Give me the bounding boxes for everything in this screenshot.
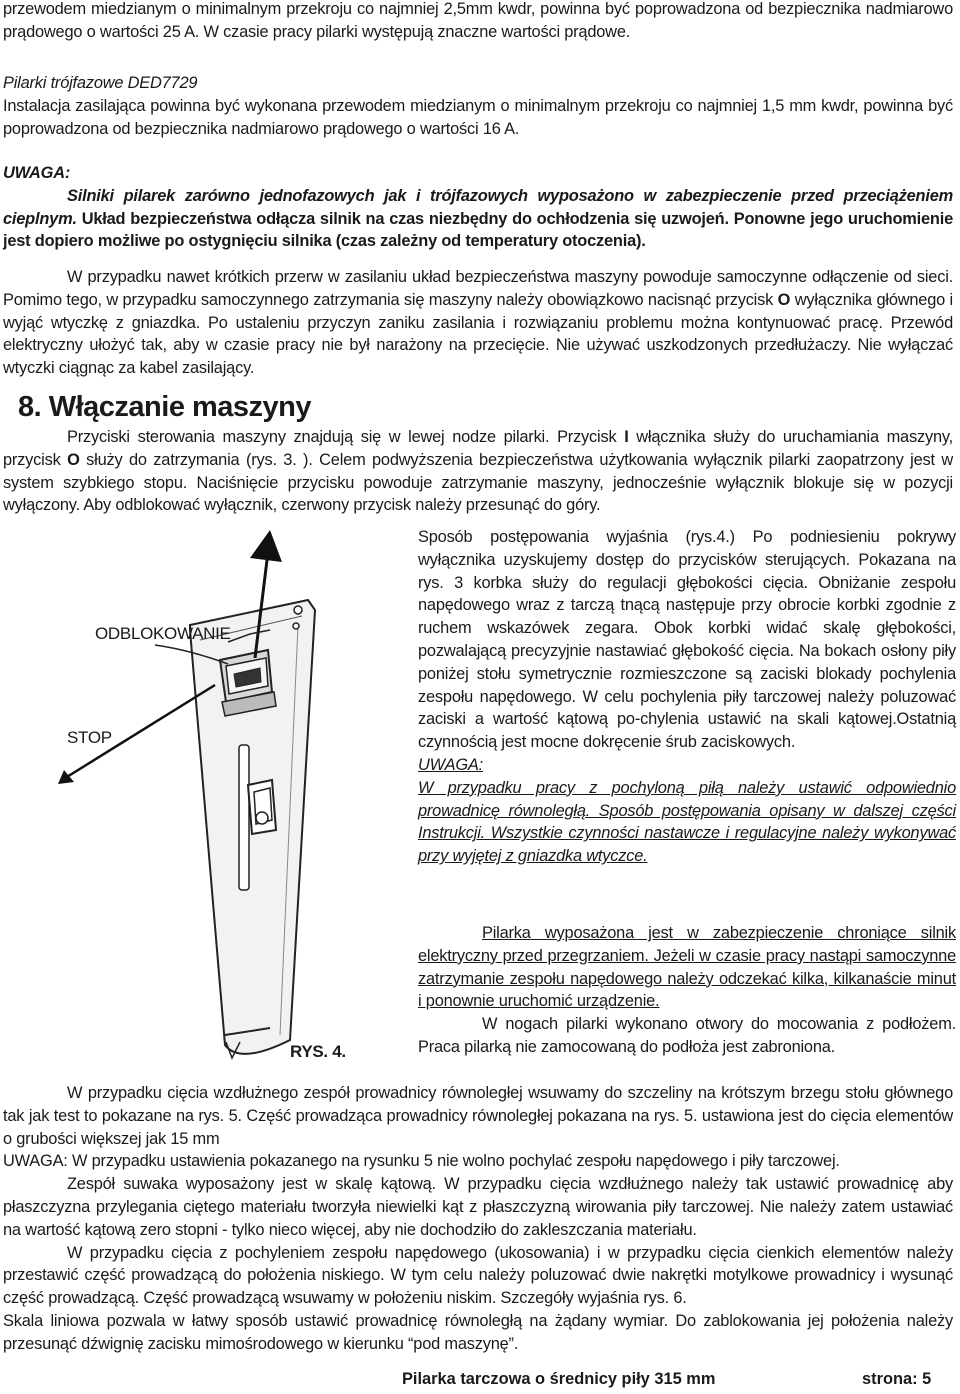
right-col-paragraph-1: Sposób postępowania wyjaśnia (rys.4.) Po podniesieniu pokrywy wyłącznika uzyskujemy dostęp do przycisków sterujących. Pokazana na rys. 3 korbka służy do regulacji głębokości cięcia. Obniżanie zespołu napędowego wraz z tarczą tnącą następuje przy obrocie korbki zgodnie z ruchem wskazówek zegara. Obok korbki widać skalę głębokości, pozwalającą precyzyjnie nastawiać głębokość cięcia. Na bokach osłony piły poniżej stołu symetrycznie rozmieszczone są zaciski blokady pochylenia zespołu napędowego. W celu pochylenia piły tarczowej należy poluzować zaciski a wartość kątową po-chylenia ustawić na skali kątowej.Ostatnią czynnością jest mocne dokręcenie śrub zaciskowych. bbox=[418, 528, 956, 752]
button-o-symbol: O bbox=[777, 290, 791, 309]
intro-paragraph bbox=[3, 0, 953, 44]
three-phase-heading: Pilarki trójfazowe DED7729 bbox=[3, 74, 198, 92]
section-8-title: 8. Włączanie maszyny bbox=[18, 391, 312, 423]
unlock-label: ODBLOKOWANIE bbox=[95, 624, 231, 643]
right-column bbox=[418, 526, 956, 868]
power-break-paragraph bbox=[3, 266, 953, 380]
right-col-paragraph-3: W nogach pilarki wykonano otwory do mocowania z podłożem. Praca pilarką nie zamocowaną do podłoża jest zabroniona. bbox=[418, 1015, 956, 1056]
right-column-lower bbox=[418, 922, 956, 1059]
footer-page-number: strona: 5 bbox=[862, 1370, 932, 1388]
bottom-paragraph-3: Zespół suwaka wyposażony jest w skalę kątową. W przypadku cięcia wzdłużnego należy tak ustawić prowadnicę aby płaszczyzna przylegania ciętego materiału tworzyła niewielki kąt z płaszczyzną wirowania piły tarczowej. Nie należy zatem ustawiać na wartość kątową zero stopni - tylko nieco więcej, aby nie dochodziło do zakleszczania materiału. bbox=[3, 1175, 953, 1239]
figure-rys-4 bbox=[40, 530, 410, 1070]
section8-text-a: Przyciski sterowania maszyny znajdują się w lewej nodze pilarki. Przycisk bbox=[67, 428, 625, 446]
section8-text-c: służy do zatrzymania (rys. 3. ). Celem podwyższenia bezpieczeństwa użytkowania wyłącznik pilarki zaopatrzony jest w system szybkiego stopu. Naciśnięcie przycisku powoduje zatrzymanie maszyny, jednocześnie wyłącznik blokuje się w pozycji wyłączony. Aby odblokować wyłącznik, czerwony przycisk należy przesunąć do góry. bbox=[3, 450, 954, 515]
bottom-paragraph-2: UWAGA: W przypadku ustawienia pokazanego na rysunku 5 nie wolno pochylać zespołu napędowego i piły tarczowej. bbox=[3, 1152, 840, 1171]
bottom-paragraph-5: Skala liniowa pozwala w łatwy sposób ustawić prowadnicę równoległą na żądany wymiar. Do zablokowania jej położenia należy przesunąć dźwignię zacisku mimośrodowego w kierunku “pod maszynę”. bbox=[3, 1311, 953, 1353]
right-col-paragraph-2: Pilarka wyposażona jest w zabezpieczenie chroniące silnik elektryczny przed przegrzaniem. Jeżeli w czasie pracy nastąpi samoczynne zatrzymanie zespołu napędowego należy odczekać kilka, kilkanaście minut i ponownie uruchomić urządzenie. bbox=[418, 924, 956, 1011]
bottom-paragraph-4: W przypadku cięcia z pochyleniem zespołu napędowego (ukosowania) i w przypadku cięcia cienkich elementów należy przestawić część prowadzącą do położenia niskiego. W tym celu należy poluzować dwie nakrętki motylkowe prowadnicy i wysunąć część prowadzącą. Część prowadzącą wsuwamy w położeniu niskim. Szczegóły wyjaśnia rys. 6. bbox=[3, 1243, 953, 1308]
stop-label: STOP bbox=[67, 728, 112, 747]
power-break-text-2: wyłącznika głównego i wyjąć wtyczkę z gniazdka. Po ustaleniu przyczyn zaniku zasilania i rozwiązaniu problemu można kontynuować pracę. Przewód elektryczny ułożyć tak, aby w czasie pracy nie był narażony na przecięcie. Nie używać uszkodzonych przedłużaczy. Nie wyłączać wtyczki ciągnąc za kabel zasilający. bbox=[3, 290, 953, 378]
bottom-paragraph-1: W przypadku cięcia wzdłużnego zespół prowadnicy równoległej wsuwamy do szczeliny na krótszym brzegu stołu głównego tak jak test to pokazane na rys. 5. Część prowadząca prowadnicy równoległej pokazana na rys. 5. ustawiona jest do cięcia elementów o grubości większej jak 15 mm bbox=[3, 1084, 953, 1148]
section-8-paragraph bbox=[3, 426, 953, 517]
three-phase-text: Instalacja zasilająca powinna być wykonana przewodem miedzianym o minimalnym przekroju co najmniej 1,5 mm kwdr, powinna być poprowadzona od bezpiecznika nadmiarowo prądowego o wartości 16 A. bbox=[3, 96, 953, 138]
right-col-warning-label: UWAGA: bbox=[418, 755, 483, 774]
figure-caption: RYS. 4. bbox=[290, 1042, 346, 1061]
bottom-section bbox=[3, 1082, 953, 1356]
button-i-symbol: I bbox=[624, 428, 629, 446]
footer-title: Pilarka tarczowa o średnicy piły 315 mm bbox=[402, 1370, 716, 1388]
warning-italic-text: Silniki pilarek zarówno jednofazowych jak i trójfazowych wyposażono w zabezpieczenie przed przeciążeniem cieplnym. bbox=[3, 186, 953, 228]
warning-section bbox=[3, 162, 953, 253]
right-col-warning-text: W przypadku pracy z pochyloną piłą należy ustawić odpowiednio prowadnicę równoległą. Sposób postępowania opisany w dalszej części Instrukcji. Wszystkie czynności nastawcze i regulacyjne należy wykonywać przy wyjętej z gniazdka wtyczce. bbox=[418, 778, 956, 866]
intro-text: przewodem miedzianym o minimalnym przekroju co najmniej 2,5mm kwdr, powinna być poprowadzona od bezpiecznika nadmiarowo prądowego o wartości 25 A. W czasie pracy pilarki występują znaczne wartości prądowe. bbox=[3, 0, 953, 41]
warning-label: UWAGA: bbox=[3, 164, 71, 182]
power-break-text-1: W przypadku nawet krótkich przerw w zasilaniu układ bezpieczeństwa maszyny powoduje samoczynne odłączenie od sieci. Pomimo tego, w przypadku samoczynnego zatrzymania się maszyny należy obowiązkowo nacisnąć przycisk bbox=[3, 268, 953, 309]
three-phase-section bbox=[3, 72, 953, 140]
warning-bold-text: Układ bezpieczeństwa odłącza silnik na czas niezbędny do ochłodzenia się uzwojeń. Ponowne jego uruchomienie jest dopiero możliwe po ostygnięciu silnika (czas zależny od temperatury otoczenia). bbox=[3, 209, 953, 251]
section8-text-b: włącznika służy do uruchamiania maszyny, przycisk bbox=[3, 428, 953, 469]
button-o-symbol-2: O bbox=[67, 450, 80, 469]
switch-leg-drawing bbox=[40, 530, 410, 1070]
